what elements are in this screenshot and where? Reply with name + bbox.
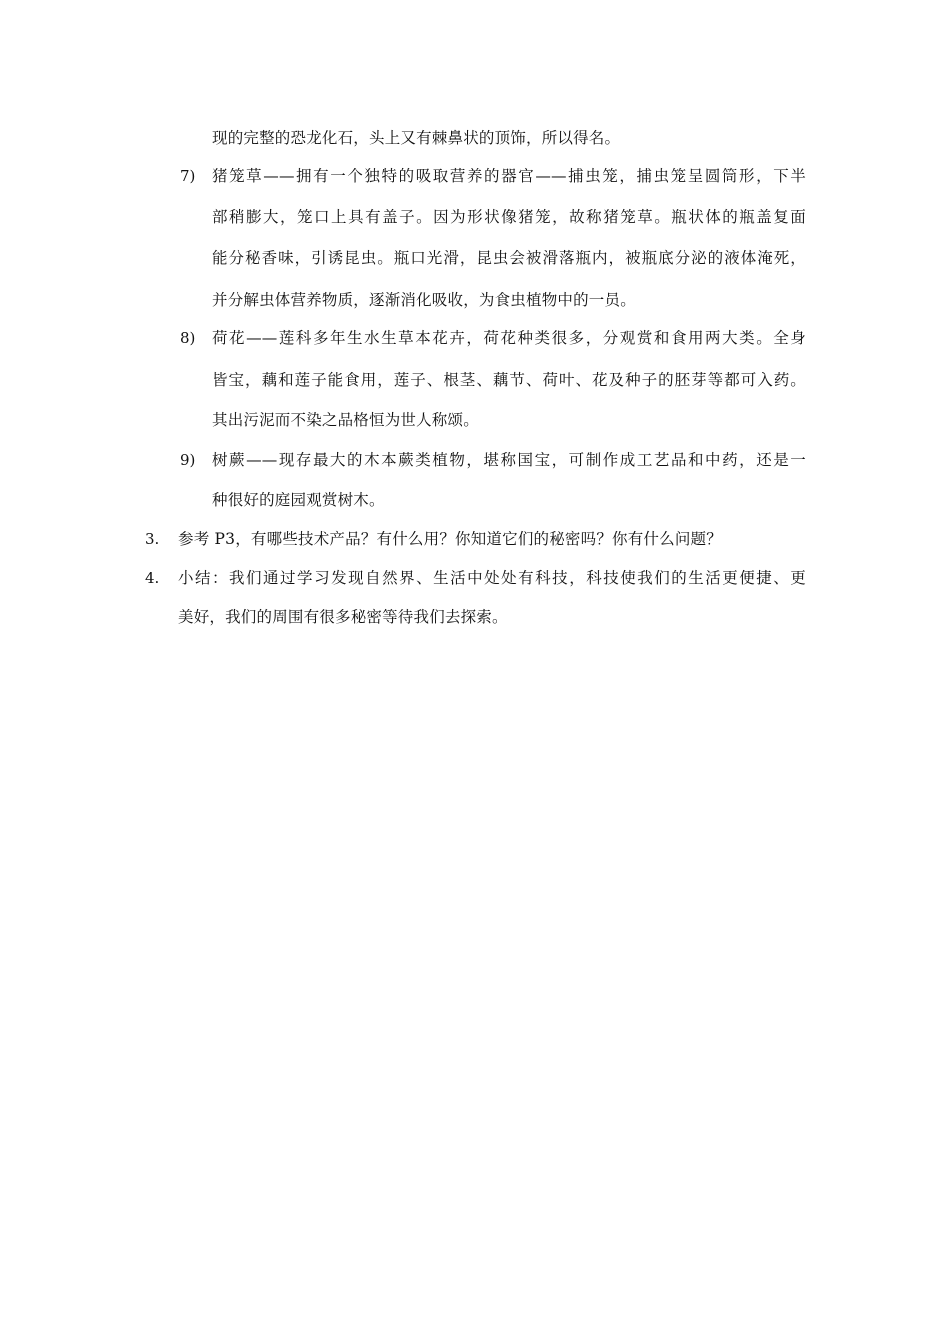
item-8-number: 8): [180, 329, 196, 347]
item-9-number: 9): [180, 451, 196, 469]
item-7-number: 7): [180, 167, 196, 185]
item-7-line-3: 能分秘香味，引诱昆虫。瓶口光滑，昆虫会被滑落瓶内，被瓶底分泌的液体淹死，: [212, 249, 806, 267]
item-4-line-2: 美好，我们的周围有很多秘密等待我们去探索。: [178, 608, 508, 626]
item-9-line-2: 种很好的庭园观赏树木。: [212, 491, 385, 509]
item-7-line-2: 部稍膨大，笼口上具有盖子。因为形状像猪笼，故称猪笼草。瓶状体的瓶盖复面: [212, 208, 806, 226]
item-9-line-1: 树蕨——现存最大的木本蕨类植物，堪称国宝，可制作成工艺品和中药，还是一: [212, 451, 806, 469]
item-3-number: 3.: [145, 530, 160, 548]
continuation-line: 现的完整的恐龙化石，头上又有棘鼻状的顶饰，所以得名。: [212, 129, 621, 147]
item-7-line-1: 猪笼草——拥有一个独特的吸取营养的器官——捕虫笼，捕虫笼呈圆筒形，下半: [212, 167, 806, 185]
item-4-number: 4.: [145, 569, 160, 587]
item-8-line-1: 荷花——莲科多年生水生草本花卉，荷花种类很多，分观赏和食用两大类。全身: [212, 329, 806, 347]
item-3-line-1: 参考 P3，有哪些技术产品？有什么用？你知道它们的秘密吗？你有什么问题？: [178, 530, 722, 548]
item-8-line-3: 其出污泥而不染之品格恒为世人称颂。: [212, 411, 479, 429]
item-7-line-4: 并分解虫体营养物质，逐渐消化吸收，为食虫植物中的一员。: [212, 291, 636, 309]
item-8-line-2: 皆宝，藕和莲子能食用，莲子、根茎、藕节、荷叶、花及种子的胚芽等都可入药。: [212, 371, 806, 389]
item-4-line-1: 小结：我们通过学习发现自然界、生活中处处有科技，科技使我们的生活更便捷、更: [178, 569, 806, 587]
